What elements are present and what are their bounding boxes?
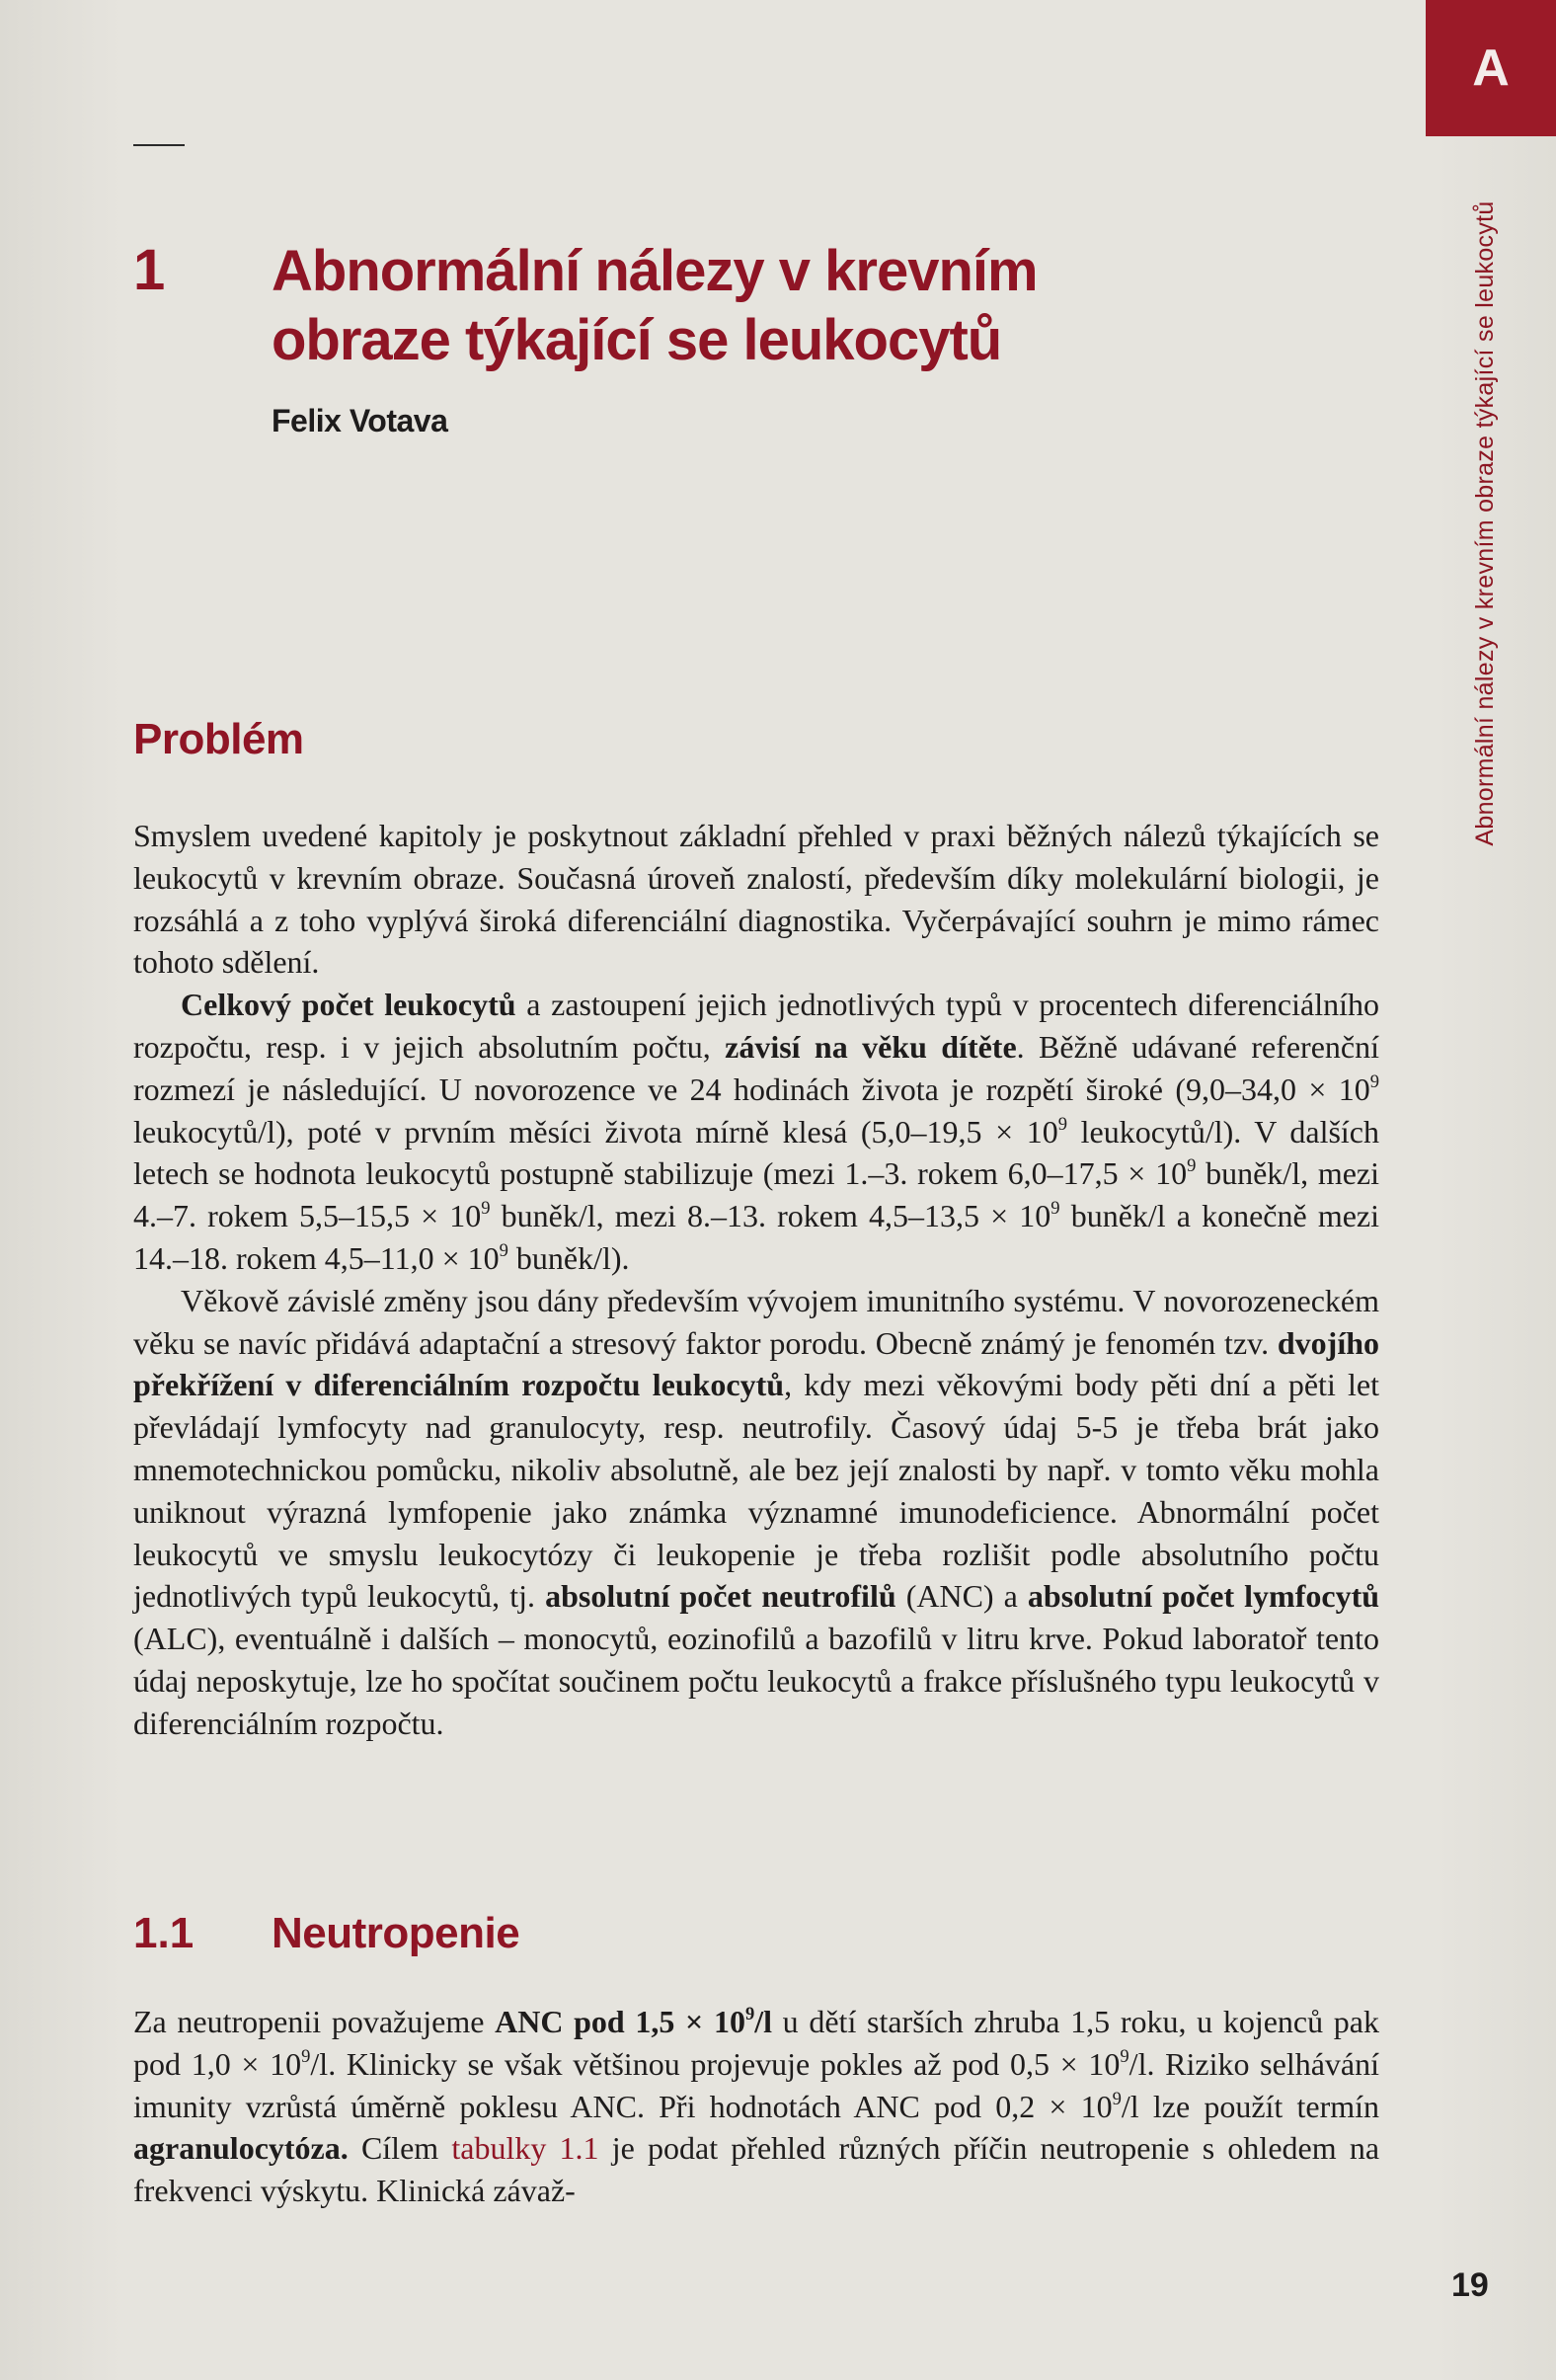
text-run: (ANC) a (895, 1578, 1028, 1615)
text-run: Cílem (348, 2130, 452, 2167)
text-run: , kdy mezi věkovými body pěti dní a pěti let převládají lymfocyty nad granulocyty, resp. neutrofily. Časový údaj 5-5 je třeba brát jako mnemotechnickou pomůcku, nikoliv absolutně, ale bez její znalosti by např. v tomto věku mohla uniknout výrazná lymfopenie jako známka významné imunodeficience. Abnormální počet leukocytů ve smyslu leukocytózy či leukopenie je třeba rozlišit podle absolutního počtu jednotlivých typů leukocytů, tj. (133, 1367, 1380, 1615)
bold-term: Celkový počet leukocytů (181, 987, 516, 1023)
text-run: buněk/l). (507, 1239, 630, 1276)
bold-term: absolutní počet lymfocytů (1027, 1578, 1380, 1615)
bold-term: absolutní počet neutrofilů (545, 1578, 896, 1615)
text-run: u dětí starších zhruba 1,5 roku, u kojenců pak pod 1,0 × 10 (133, 2004, 1379, 2082)
chapter-author: Felix Votava (272, 403, 448, 438)
neutropenia-body (133, 2001, 1379, 2212)
text-run: /l (754, 2004, 772, 2039)
text-run: leukocytů/l). V dalších letech se hodnota leukocytů postupně stabilizuje (mezi 1.–3. rokem 6,0–17,5 × 10 (133, 1113, 1380, 1192)
section-tab: A (1426, 0, 1556, 136)
text-run: /l. Klinicky se však většinou projevuje pokles až pod 0,5 × 10 (310, 2045, 1121, 2082)
superscript: 9 (481, 1198, 491, 1220)
table-reference-link[interactable]: tabulky 1.1 (451, 2130, 599, 2167)
bold-term (495, 2004, 772, 2039)
bold-term: závisí na věku dítěte (725, 1028, 1017, 1065)
paragraph-2 (133, 984, 1379, 1280)
subsection-title: Neutropenie (272, 1909, 520, 1957)
problem-body (133, 815, 1379, 1745)
page-number: 19 (1451, 2266, 1489, 2304)
superscript: 9 (499, 1239, 508, 1261)
text-run: buněk/l a konečně mezi 14.–18. rokem 4,5–11,0 × 10 (133, 1198, 1380, 1276)
chapter-title-line-2: obraze týkající se leukocytů (272, 308, 1002, 372)
superscript: 9 (1187, 1155, 1197, 1177)
superscript: 9 (301, 2045, 311, 2067)
chapter-title (272, 237, 1160, 375)
superscript: 9 (744, 2004, 755, 2025)
text-run: ANC pod 1,5 × 10 (495, 2004, 745, 2039)
running-title-vertical: Abnormální nálezy v krevním obraze týkající se leukocytů (1471, 200, 1499, 846)
text-run: buněk/l, mezi 8.–13. rokem 4,5–13,5 × 10 (490, 1198, 1051, 1234)
text-run: Věkově závislé změny jsou dány především vývojem imunitního systému. V novorozeneckém věku se navíc přidává adaptační a stresový faktor porodu. Obecně známý je fenomén tzv. (133, 1282, 1379, 1361)
superscript: 9 (1120, 2045, 1129, 2067)
text-run: Za neutropenii považujeme (133, 2004, 496, 2039)
superscript: 9 (1057, 1113, 1068, 1135)
bold-term: dvojího překřížení v diferenciálním rozpočtu leukocytů (133, 1324, 1379, 1403)
superscript: 9 (1369, 1071, 1379, 1092)
chapter-title-line-1: Abnormální nálezy v krevním (272, 239, 1038, 303)
text-run: /l lze použít termín (1121, 2088, 1380, 2124)
paragraph-4 (133, 2001, 1379, 2212)
paragraph-1: Smyslem uvedené kapitoly je poskytnout základní přehled v praxi běžných nálezů týkajících se leukocytů v krevním obraze. Současná úroveň znalostí, především díky molekulární biologii, je rozsáhlá a z toho vyplývá široká diferenciální diagnostika. Vyčerpávající souhrn je mimo rámec tohoto sdělení. (133, 818, 1379, 981)
section-heading-problem: Problém (133, 715, 304, 763)
text-run: leukocytů/l), poté v prvním měsíci života mírně klesá (5,0–19,5 × 10 (133, 1113, 1058, 1150)
text-run: je podat přehled různých příčin neutropenie s ohledem na frekvenci výskytu. Klinická závaž- (133, 2130, 1380, 2209)
superscript: 9 (1112, 2088, 1122, 2109)
chapter-number: 1 (133, 238, 166, 302)
text-run: a zastoupení jejich jednotlivých typů v procentech diferenciálního rozpočtu, resp. i v jejich absolutním počtu, (133, 987, 1380, 1065)
paragraph-3 (133, 1280, 1379, 1745)
superscript: 9 (1050, 1198, 1060, 1220)
text-run: /l. Riziko selhávání imunity vzrůstá úměrně poklesu ANC. Při hodnotách ANC pod 0,2 × 10 (133, 2045, 1380, 2124)
bold-term: agranulocytóza. (133, 2130, 349, 2167)
text-run: (ALC), eventuálně i dalších – monocytů, eozinofilů a bazofilů v litru krve. Pokud laboratoř tento údaj neposkytuje, lze ho spočítat součinem počtu leukocytů a frakce příslušného typu leukocytů v diferenciálním rozpočtu. (133, 1621, 1379, 1741)
top-rule (133, 144, 185, 146)
subsection-number: 1.1 (133, 1909, 194, 1957)
text-run: buněk/l, mezi 4.–7. rokem 5,5–15,5 × 10 (133, 1155, 1380, 1234)
text-run: . Běžně udávané referenční rozmezí je následující. U novorozence ve 24 hodinách života je rozpětí široké (9,0–34,0 × 10 (133, 1028, 1380, 1107)
